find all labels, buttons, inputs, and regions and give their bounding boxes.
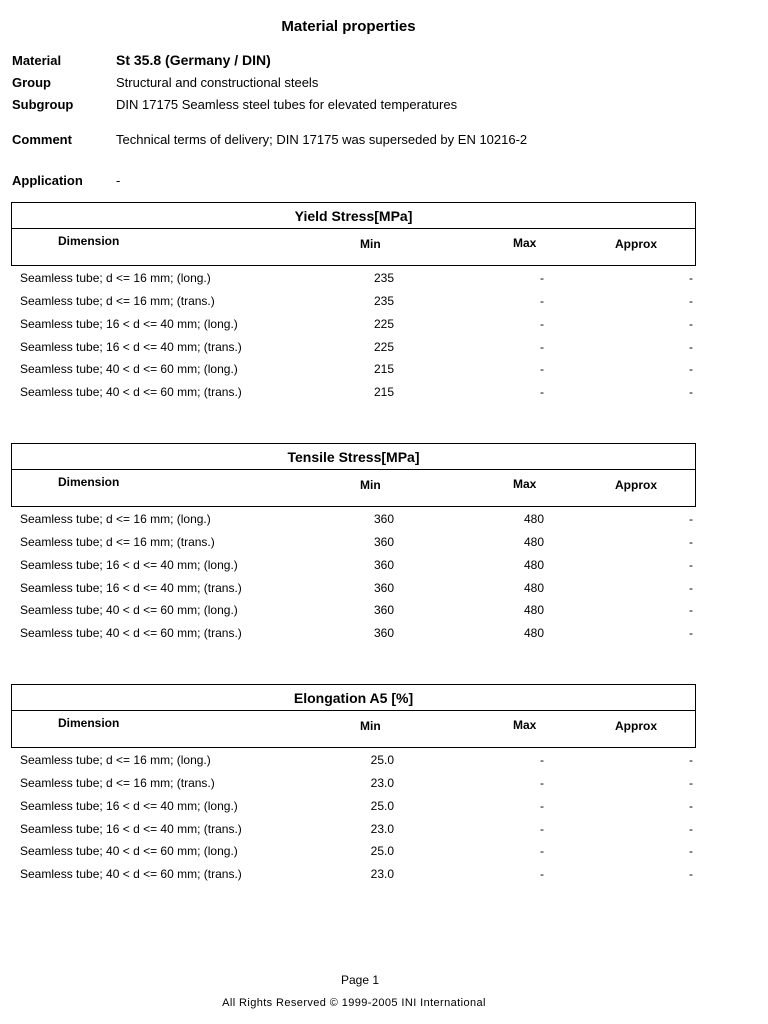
min-cell: 360 <box>373 581 394 595</box>
col-approx-header: Approx <box>615 237 657 251</box>
material-label: Material <box>12 53 62 68</box>
min-cell: 235 <box>373 294 394 308</box>
table-row <box>0 385 768 407</box>
dimension-cell: Seamless tube; d <= 16 mm; (long.) <box>20 512 211 526</box>
col-max-header: Max <box>513 718 537 732</box>
max-cell: - <box>540 753 544 767</box>
max-cell: 480 <box>523 626 544 640</box>
section-header-box <box>11 202 696 266</box>
dimension-cell: Seamless tube; 40 < d <= 60 mm; (trans.) <box>20 626 242 640</box>
table-row <box>0 317 768 339</box>
dimension-cell: Seamless tube; d <= 16 mm; (long.) <box>20 271 211 285</box>
dimension-cell: Seamless tube; d <= 16 mm; (trans.) <box>20 294 215 308</box>
min-cell: 25.0 <box>370 753 394 767</box>
min-cell: 225 <box>373 317 394 331</box>
table-row <box>0 844 768 866</box>
col-approx-header: Approx <box>615 719 657 733</box>
min-cell: 235 <box>373 271 394 285</box>
elongation-section <box>0 684 768 884</box>
application-label: Application <box>12 173 83 188</box>
min-cell: 25.0 <box>370 844 394 858</box>
approx-cell: - <box>689 844 693 858</box>
col-max-header: Max <box>513 236 537 250</box>
approx-cell: - <box>689 294 693 308</box>
comment-label: Comment <box>12 132 72 147</box>
page-number: Page 1 <box>340 973 380 987</box>
table-row <box>0 581 768 603</box>
max-cell: 480 <box>523 512 544 526</box>
dimension-cell: Seamless tube; 16 < d <= 40 mm; (long.) <box>20 799 238 813</box>
col-min-header: Min <box>360 237 381 251</box>
section-header-box <box>11 684 696 748</box>
table-row <box>0 535 768 557</box>
table-row <box>0 271 768 293</box>
section-header-box <box>11 443 696 507</box>
dimension-cell: Seamless tube; 16 < d <= 40 mm; (long.) <box>20 317 238 331</box>
min-cell: 360 <box>373 603 394 617</box>
min-cell: 360 <box>373 626 394 640</box>
max-cell: 480 <box>523 603 544 617</box>
col-approx-header: Approx <box>615 478 657 492</box>
approx-cell: - <box>689 603 693 617</box>
approx-cell: - <box>689 340 693 354</box>
subgroup-label: Subgroup <box>12 97 74 112</box>
max-cell: - <box>540 362 544 376</box>
col-dimension-header: Dimension <box>58 716 120 730</box>
dimension-cell: Seamless tube; d <= 16 mm; (long.) <box>20 753 211 767</box>
copyright-notice: All Rights Reserved © 1999-2005 INI International <box>222 997 486 1009</box>
max-cell: - <box>540 340 544 354</box>
approx-cell: - <box>689 822 693 836</box>
min-cell: 360 <box>373 512 394 526</box>
max-cell: 480 <box>523 581 544 595</box>
col-min-header: Min <box>360 719 381 733</box>
table-row <box>0 512 768 534</box>
table-row <box>0 626 768 648</box>
section-title: Yield Stress[MPa] <box>12 203 695 229</box>
max-cell: - <box>540 271 544 285</box>
approx-cell: - <box>689 581 693 595</box>
dimension-cell: Seamless tube; d <= 16 mm; (trans.) <box>20 776 215 790</box>
approx-cell: - <box>689 535 693 549</box>
section-title: Tensile Stress[MPa] <box>12 444 695 470</box>
approx-cell: - <box>689 626 693 640</box>
min-cell: 23.0 <box>370 822 394 836</box>
min-cell: 225 <box>373 340 394 354</box>
table-row <box>0 867 768 889</box>
col-dimension-header: Dimension <box>58 475 120 489</box>
min-cell: 215 <box>373 385 394 399</box>
approx-cell: - <box>689 867 693 881</box>
table-row <box>0 753 768 775</box>
dimension-cell: Seamless tube; 16 < d <= 40 mm; (trans.) <box>20 822 242 836</box>
dimension-cell: Seamless tube; 16 < d <= 40 mm; (long.) <box>20 558 238 572</box>
dimension-cell: Seamless tube; 40 < d <= 60 mm; (trans.) <box>20 385 242 399</box>
min-cell: 23.0 <box>370 776 394 790</box>
table-row <box>0 294 768 316</box>
approx-cell: - <box>689 512 693 526</box>
approx-cell: - <box>689 385 693 399</box>
max-cell: - <box>540 844 544 858</box>
max-cell: - <box>540 822 544 836</box>
table-row <box>0 776 768 798</box>
approx-cell: - <box>689 558 693 572</box>
yield-stress-section <box>0 202 768 402</box>
min-cell: 25.0 <box>370 799 394 813</box>
max-cell: - <box>540 799 544 813</box>
max-cell: 480 <box>523 558 544 572</box>
approx-cell: - <box>689 753 693 767</box>
table-row <box>0 799 768 821</box>
table-row <box>0 822 768 844</box>
max-cell: - <box>540 776 544 790</box>
dimension-cell: Seamless tube; 16 < d <= 40 mm; (trans.) <box>20 581 242 595</box>
subgroup-value: DIN 17175 Seamless steel tubes for elevated temperatures <box>116 97 458 112</box>
min-cell: 360 <box>373 535 394 549</box>
group-label: Group <box>12 75 51 90</box>
table-row <box>0 362 768 384</box>
max-cell: 480 <box>523 535 544 549</box>
table-row <box>0 558 768 580</box>
dimension-cell: Seamless tube; 40 < d <= 60 mm; (long.) <box>20 362 238 376</box>
dimension-cell: Seamless tube; 40 < d <= 60 mm; (long.) <box>20 603 238 617</box>
min-cell: 23.0 <box>370 867 394 881</box>
section-title: Elongation A5 [%] <box>12 685 695 711</box>
comment-value: Technical terms of delivery; DIN 17175 was superseded by EN 10216-2 <box>116 132 528 147</box>
approx-cell: - <box>689 776 693 790</box>
dimension-cell: Seamless tube; 16 < d <= 40 mm; (trans.) <box>20 340 242 354</box>
application-value: - <box>116 173 121 188</box>
col-max-header: Max <box>513 477 537 491</box>
col-min-header: Min <box>360 478 381 492</box>
approx-cell: - <box>689 271 693 285</box>
group-value: Structural and constructional steels <box>116 75 319 90</box>
approx-cell: - <box>689 317 693 331</box>
table-row <box>0 340 768 362</box>
dimension-cell: Seamless tube; d <= 16 mm; (trans.) <box>20 535 215 549</box>
dimension-cell: Seamless tube; 40 < d <= 60 mm; (trans.) <box>20 867 242 881</box>
approx-cell: - <box>689 362 693 376</box>
max-cell: - <box>540 385 544 399</box>
max-cell: - <box>540 294 544 308</box>
dimension-cell: Seamless tube; 40 < d <= 60 mm; (long.) <box>20 844 238 858</box>
max-cell: - <box>540 867 544 881</box>
min-cell: 215 <box>373 362 394 376</box>
page-title: Material properties <box>281 18 416 35</box>
max-cell: - <box>540 317 544 331</box>
approx-cell: - <box>689 799 693 813</box>
min-cell: 360 <box>373 558 394 572</box>
col-dimension-header: Dimension <box>58 234 120 248</box>
table-row <box>0 603 768 625</box>
material-value: St 35.8 (Germany / DIN) <box>116 52 271 68</box>
tensile-stress-section <box>0 443 768 643</box>
